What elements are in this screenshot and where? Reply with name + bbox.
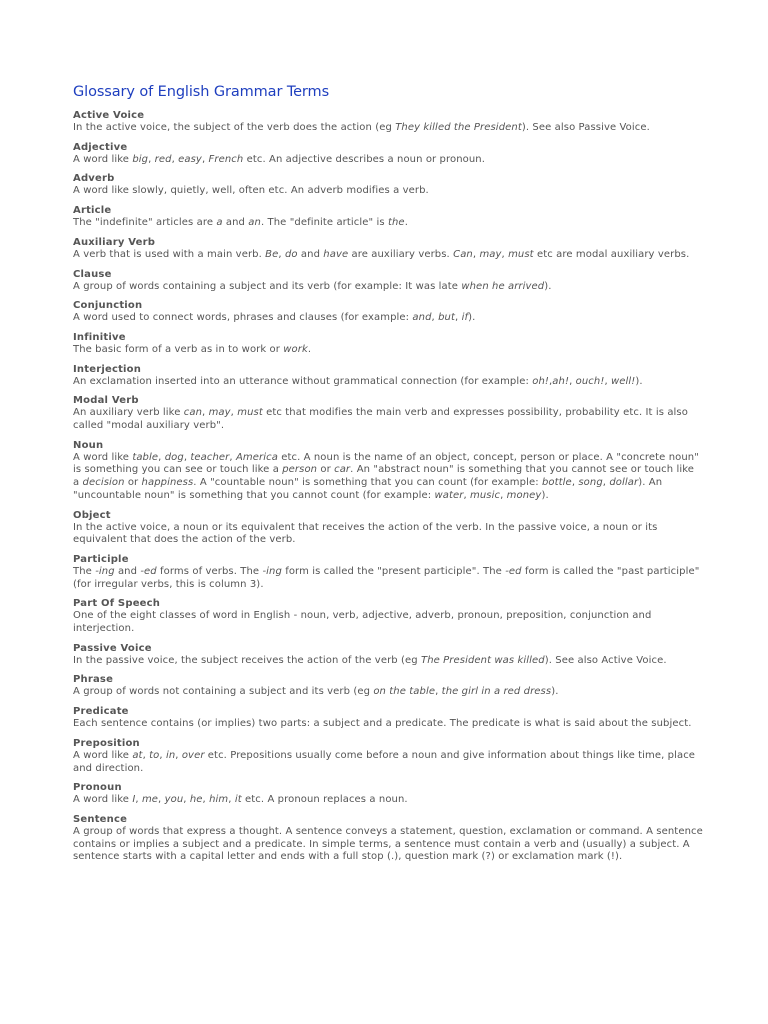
glossary-definition — [73, 376, 703, 389]
definition-text: A word like — [73, 451, 133, 463]
definition-text: , — [278, 248, 285, 260]
glossary-definition — [73, 122, 703, 135]
definition-text: , — [171, 153, 179, 165]
definition-text: A word like — [73, 153, 133, 165]
glossary-term: Adjective — [73, 141, 128, 153]
glossary-entry — [73, 332, 703, 357]
italic-example: dollar — [609, 477, 639, 489]
definition-text: etc. A noun is the name of an object, concept, person or place. A "concrete noun" is something you can see or touch like a — [73, 451, 699, 476]
definition-text: The basic form of a verb as in to work or — [73, 343, 284, 355]
glossary-list — [73, 110, 703, 864]
definition-text: A group of words containing a subject and its verb (for example: It was late — [73, 280, 462, 292]
definition-text: , — [549, 375, 553, 387]
italic-example: big — [132, 153, 149, 165]
italic-example: at — [132, 749, 143, 761]
glossary-definition — [73, 522, 703, 547]
definition-text: etc that modifies the main verb and expresses possibility, probability etc. It is also called "modal auxiliary verb". — [73, 407, 688, 432]
definition-text: An auxiliary verb like — [73, 407, 184, 419]
italic-example: -ed — [505, 565, 522, 577]
definition-text: ). An "uncountable noun" is something that you cannot count (for example: — [73, 477, 663, 501]
italic-example: well! — [611, 375, 636, 387]
definition-text: are auxiliary verbs. — [348, 248, 454, 260]
glossary-entry — [73, 510, 703, 547]
italic-example: must — [237, 407, 263, 419]
definition-text: , — [135, 794, 142, 806]
glossary-term: Article — [73, 205, 112, 217]
italic-example: in — [165, 749, 176, 761]
definition-text: etc. A pronoun replaces a noun. — [241, 794, 408, 806]
italic-example: bottle — [541, 477, 572, 489]
definition-text: ). See also Passive Voice. — [521, 122, 650, 133]
definition-text: , — [435, 686, 442, 698]
italic-example: car — [334, 464, 351, 476]
definition-text: forms of verbs. The — [156, 565, 263, 577]
glossary-term: Infinitive — [73, 331, 126, 343]
glossary-definition — [73, 312, 703, 325]
italic-example: the — [387, 217, 405, 229]
italic-example: dog — [164, 451, 184, 463]
glossary-entry — [73, 440, 703, 503]
italic-example: table — [132, 451, 159, 463]
glossary-definition — [73, 249, 703, 262]
glossary-term: Participle — [73, 553, 129, 565]
glossary-entry — [73, 237, 703, 262]
glossary-entry — [73, 738, 703, 775]
glossary-term: Passive Voice — [73, 642, 152, 654]
definition-text: and — [114, 565, 141, 577]
italic-example: Be — [265, 248, 279, 260]
glossary-entry — [73, 674, 703, 699]
glossary-entry — [73, 643, 703, 668]
italic-example: They killed the President — [395, 122, 522, 133]
glossary-entry — [73, 110, 703, 135]
definition-text: ). — [468, 312, 476, 324]
glossary-entry — [73, 269, 703, 294]
italic-example: music — [470, 489, 501, 501]
glossary-entry — [73, 142, 703, 167]
definition-text: , — [569, 375, 576, 387]
italic-example: Can — [453, 248, 473, 260]
definition-text: A word like slowly, quietly, well, often etc. An adverb modifies a verb. — [73, 185, 429, 197]
italic-example: but — [438, 312, 456, 324]
definition-text: and — [297, 248, 324, 260]
italic-example: have — [323, 248, 349, 260]
glossary-entry — [73, 706, 703, 731]
italic-example: water — [434, 489, 464, 501]
page-title: Glossary of English Grammar Terms — [73, 84, 330, 100]
glossary-term: Predicate — [73, 706, 129, 718]
italic-example: French — [208, 153, 244, 165]
italic-example: oh! — [532, 375, 550, 387]
italic-example: a — [216, 217, 223, 229]
glossary-definition — [73, 344, 703, 357]
italic-example: him — [209, 794, 229, 806]
definition-text: A word like — [73, 794, 133, 806]
definition-text: The — [73, 565, 96, 577]
glossary-definition — [73, 655, 703, 668]
italic-example: must — [508, 248, 534, 260]
definition-text: etc. Prepositions usually come before a noun and give information about things like time, place and direction. — [73, 749, 696, 774]
definition-text: form is called the "present participle". The — [281, 565, 506, 577]
italic-example: you — [164, 794, 184, 806]
italic-example: over — [181, 749, 205, 761]
definition-text: or — [124, 477, 142, 489]
italic-example: America — [235, 451, 278, 463]
glossary-term: Noun — [73, 439, 104, 451]
definition-text: , — [472, 248, 480, 260]
italic-example: it — [234, 794, 242, 806]
definition-text: , — [202, 794, 210, 806]
italic-example: when he arrived — [461, 280, 545, 292]
italic-example: -ing — [95, 565, 115, 577]
definition-text: . An "abstract noun" is something that you cannot see or touch like a — [73, 464, 695, 489]
glossary-entry — [73, 554, 703, 591]
italic-example: he — [189, 794, 203, 806]
italic-example: do — [284, 248, 298, 260]
definition-text: In the active voice, the subject of the verb does the action (eg — [73, 122, 396, 133]
italic-example: the girl in a red dress — [441, 686, 552, 698]
definition-text: , — [229, 451, 236, 463]
definition-text: or — [317, 464, 335, 476]
glossary-term: Active Voice — [73, 110, 145, 121]
italic-example: can — [183, 407, 203, 419]
glossary-term: Part Of Speech — [73, 598, 161, 610]
definition-text: In the passive voice, the subject receives the action of the verb (eg — [73, 654, 421, 666]
definition-text: and — [222, 217, 249, 229]
glossary-entry — [73, 782, 703, 807]
italic-example: an — [248, 217, 261, 229]
italic-example: ouch! — [575, 375, 605, 387]
italic-example: -ed — [140, 565, 157, 577]
glossary-definition — [73, 826, 703, 864]
definition-text: ). — [541, 489, 549, 501]
definition-text: , — [571, 477, 579, 489]
italic-example: me — [141, 794, 159, 806]
definition-text: A word used to connect words, phrases and clauses (for example: — [73, 312, 413, 324]
italic-example: The President was killed — [421, 654, 545, 666]
glossary-term: Auxiliary Verb — [73, 236, 156, 248]
definition-text: An exclamation inserted into an utterance without grammatical connection (for example: — [73, 375, 533, 387]
italic-example: and — [412, 312, 432, 324]
italic-example: -ing — [262, 565, 282, 577]
definition-text: , — [201, 153, 209, 165]
definition-text: A verb that is used with a main verb. — [73, 248, 266, 260]
glossary-term: Sentence — [73, 813, 128, 825]
definition-text: , — [202, 407, 209, 419]
definition-text: , — [183, 451, 191, 463]
definition-text: , — [501, 248, 509, 260]
glossary-definition — [73, 566, 703, 591]
glossary-term: Modal Verb — [73, 395, 139, 407]
italic-example: may — [479, 248, 502, 260]
definition-text: , — [142, 749, 150, 761]
definition-text: ). — [551, 686, 559, 698]
glossary-entry — [73, 300, 703, 325]
definition-text: . A "countable noun" is something that you can count (for example: — [193, 477, 542, 489]
definition-text: , — [175, 749, 182, 761]
definition-text: A group of words that express a thought. A sentence conveys a statement, question, exclamation or command. A sentence contains or implies a subject and a predicate. In simple terms, a sentence must contain a verb and (usually) a subject. A sentence starts with a capital letter and ends with a full stop (.), question mark (?) or exclamation mark (!). — [73, 825, 703, 863]
glossary-term: Pronoun — [73, 782, 122, 794]
definition-text: , — [463, 489, 471, 501]
definition-text: , — [158, 451, 165, 463]
definition-text: A group of words not containing a subject and its verb (eg — [73, 686, 374, 698]
italic-example: if — [461, 312, 469, 324]
definition-text: , — [159, 749, 166, 761]
italic-example: I — [132, 794, 136, 806]
definition-text: , — [183, 794, 190, 806]
definition-text: Each sentence contains (or implies) two parts: a subject and a predicate. The predicate is what is said about the subject. — [73, 718, 692, 730]
glossary-entry — [73, 814, 703, 864]
definition-text: , — [158, 794, 165, 806]
italic-example: work — [283, 343, 308, 355]
italic-example: teacher — [190, 451, 230, 463]
glossary-entry — [73, 364, 703, 389]
definition-text: ). — [635, 375, 643, 387]
glossary-entry — [73, 173, 703, 198]
glossary-definition — [73, 217, 703, 230]
definition-text: , — [500, 489, 507, 501]
definition-text: One of the eight classes of word in English - noun, verb, adjective, adverb, pronoun, preposition, conjunction and interjection. — [73, 610, 652, 635]
glossary-entry — [73, 598, 703, 635]
italic-example: red — [154, 153, 172, 165]
italic-example: on the table — [373, 686, 436, 698]
definition-text: etc are modal auxiliary verbs. — [533, 248, 690, 260]
italic-example: easy — [178, 153, 202, 165]
glossary-term: Phrase — [73, 674, 114, 686]
definition-text: A word like — [73, 749, 133, 761]
definition-text: etc. An adjective describes a noun or pronoun. — [243, 153, 486, 165]
glossary-definition — [73, 686, 703, 699]
definition-text: . — [307, 343, 312, 355]
definition-text: . — [404, 217, 408, 229]
definition-text: In the active voice, a noun or its equivalent that receives the action of the verb. In the passive voice, a noun or its equivalent that does the action of the verb. — [73, 521, 658, 546]
definition-text: ). — [544, 280, 552, 292]
italic-example: ah! — [552, 375, 570, 387]
italic-example: song — [578, 477, 603, 489]
definition-text: , — [604, 375, 612, 387]
glossary-definition — [73, 718, 703, 731]
italic-example: money — [506, 489, 542, 501]
glossary-term: Object — [73, 509, 111, 521]
glossary-definition — [73, 610, 703, 635]
glossary-definition — [73, 185, 703, 198]
definition-text: , — [431, 312, 439, 324]
italic-example: person — [282, 464, 318, 476]
glossary-definition — [73, 407, 703, 432]
definition-text: , — [148, 153, 155, 165]
definition-text: , — [455, 312, 462, 324]
glossary-term: Conjunction — [73, 300, 143, 312]
glossary-definition — [73, 154, 703, 167]
definition-text: , — [602, 477, 610, 489]
glossary-definition — [73, 794, 703, 807]
glossary-term: Adverb — [73, 173, 115, 185]
definition-text: . The "definite article" is — [260, 217, 388, 229]
glossary-definition — [73, 281, 703, 294]
definition-text: ). See also Active Voice. — [544, 654, 667, 666]
italic-example: happiness — [141, 477, 194, 489]
definition-text: , — [228, 794, 235, 806]
definition-text: , — [230, 407, 238, 419]
italic-example: to — [149, 749, 160, 761]
definition-text: The "indefinite" articles are — [73, 217, 217, 229]
glossary-page — [73, 84, 703, 871]
glossary-definition — [73, 452, 703, 503]
glossary-definition — [73, 750, 703, 775]
italic-example: may — [208, 407, 231, 419]
italic-example: decision — [82, 477, 125, 489]
glossary-term: Preposition — [73, 737, 140, 749]
glossary-term: Interjection — [73, 363, 142, 375]
glossary-term: Clause — [73, 268, 112, 280]
glossary-entry — [73, 395, 703, 432]
definition-text: form is called the "past participle" (for irregular verbs, this is column 3). — [73, 565, 700, 590]
glossary-entry — [73, 205, 703, 230]
